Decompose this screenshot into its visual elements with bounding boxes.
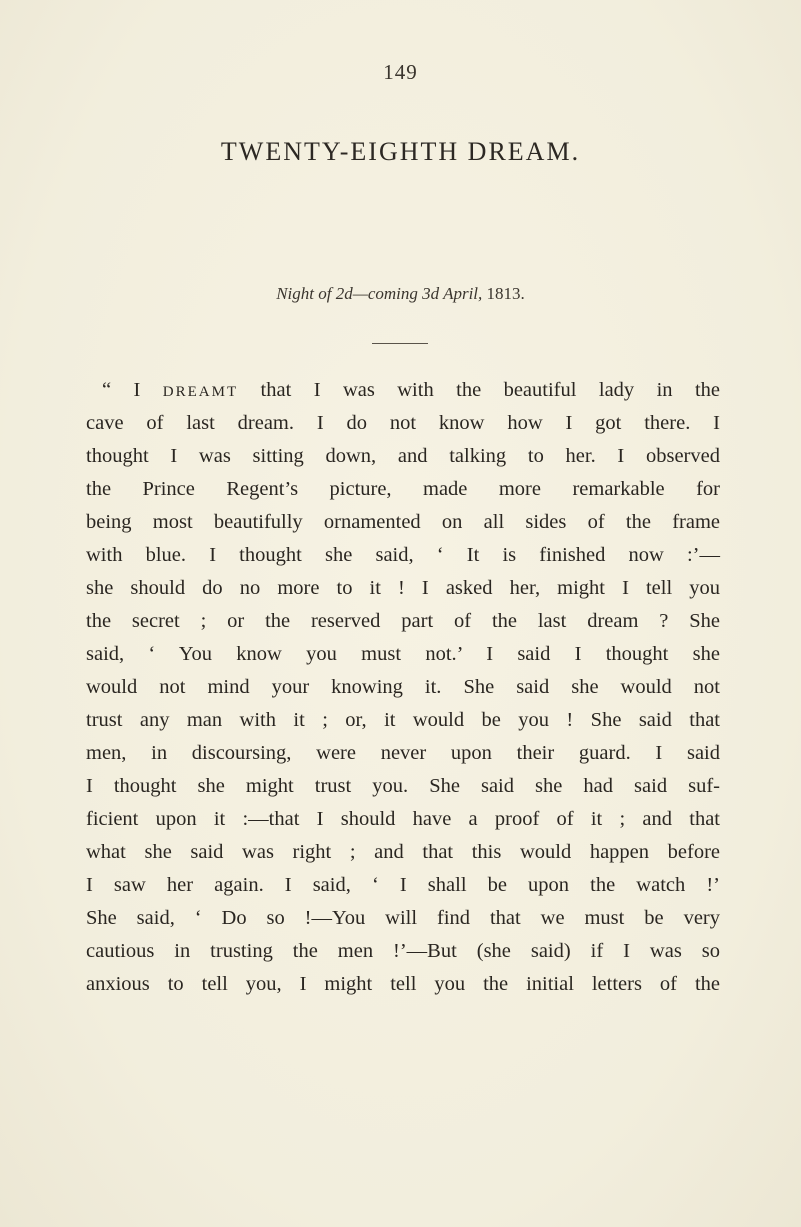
body-text: [86, 374, 720, 1001]
page-number: 149: [383, 60, 418, 84]
dateline-italic: Night of 2d—coming 3d April,: [276, 284, 483, 303]
text-line: ficient upon it :—that I should have a proof of it ; and that: [86, 808, 720, 830]
text-line: the secret ; or the reserved part of the last dream ? She: [86, 610, 720, 632]
text-line: men, in discoursing, were never upon their guard. I said: [86, 742, 720, 764]
opening-quote: “ I: [102, 379, 141, 401]
text-line: I saw her again. I said, ‘ I shall be upon the watch !’: [86, 874, 720, 896]
text-line: anxious to tell you, I might tell you the initial letters of the: [86, 973, 720, 995]
section-rule: [372, 343, 428, 344]
text-line: the Prince Regent’s picture, made more remarkable for: [86, 478, 720, 500]
text-line: cautious in trusting the men !’—But (she said) if I was so: [86, 940, 720, 962]
text-line: she should do no more to it ! I asked her, might I tell you: [86, 577, 720, 599]
text-line: said, ‘ You know you must not.’ I said I thought she: [86, 643, 720, 665]
text-line: with blue. I thought she said, ‘ It is finished now :’—: [86, 544, 720, 566]
text-line: [86, 374, 720, 407]
dateline-year: 1813.: [486, 284, 525, 303]
dateline: [0, 284, 801, 304]
text-line: trust any man with it ; or, it would be you ! She said that: [86, 709, 720, 731]
text-line: I thought she might trust you. She said she had said suf-: [86, 775, 720, 797]
text-line: She said, ‘ Do so !—You will find that we must be very: [86, 907, 720, 929]
dreamt-smallcaps: DREAMT: [162, 384, 239, 400]
chapter-title: TWENTY-EIGHTH DREAM.: [220, 137, 581, 166]
text-line: would not mind your knowing it. She said she would not: [86, 676, 720, 698]
text-line: cave of last dream. I do not know how I got there. I: [86, 412, 720, 434]
text-line: what she said was right ; and that this would happen before: [86, 841, 720, 863]
text-line: being most beautifully ornamented on all sides of the frame: [86, 511, 720, 533]
line1-rest: that I was with the beautiful lady in the: [260, 379, 720, 401]
text-line: thought I was sitting down, and talking to her. I observed: [86, 445, 720, 467]
